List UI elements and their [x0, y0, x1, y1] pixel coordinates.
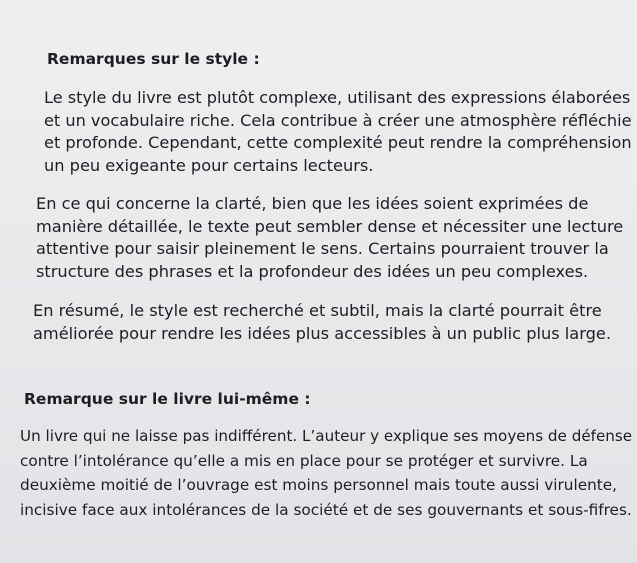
paragraph-line: contre l’intolérance qu’elle a mis en place pour se protéger et survivre. La — [20, 451, 588, 470]
heading-style-remarks: Remarques sur le style : — [47, 50, 260, 68]
paragraph-line: Le style du livre est plutôt complexe, utilisant des expressions élaborées — [44, 88, 631, 107]
paragraph-line: et un vocabulaire riche. Cela contribue à créer une atmosphère réfléchie — [44, 110, 632, 130]
paragraph-line: structure des phrases et la profondeur des idées un peu complexes. — [36, 261, 589, 281]
paragraph-style-complexity — [44, 87, 632, 177]
heading-book-remarks: Remarque sur le livre lui-même : — [24, 390, 311, 408]
paragraph-line: incisive face aux intolérances de la société et de ses gouvernants et sous-fifres. — [20, 500, 632, 519]
paragraph-book-review — [20, 424, 632, 522]
paragraph-line: attentive pour saisir pleinement le sens. Certains pourraient trouver la — [36, 239, 609, 259]
paragraph-style-summary — [33, 300, 611, 345]
paragraph-line: manière détaillée, le texte peut sembler dense et nécessiter une lecture — [36, 216, 624, 236]
paragraph-line: un peu exigeante pour certains lecteurs. — [44, 155, 374, 175]
paragraph-style-clarity — [36, 193, 623, 283]
paragraph-line: En résumé, le style est recherché et subtil, mais la clarté pourrait être — [33, 301, 602, 320]
paragraph-line: En ce qui concerne la clarté, bien que les idées soient exprimées de — [36, 194, 589, 213]
paragraph-line: Un livre qui ne laisse pas indifférent. L’auteur y explique ses moyens de défense — [20, 427, 633, 445]
paragraph-line: et profonde. Cependant, cette complexité peut rendre la compréhension — [44, 133, 632, 153]
paragraph-line: améliorée pour rendre les idées plus accessibles à un public plus large. — [33, 323, 611, 343]
paragraph-line: deuxième moitié de l’ouvrage est moins personnel mais toute aussi virulente, — [20, 476, 618, 494]
